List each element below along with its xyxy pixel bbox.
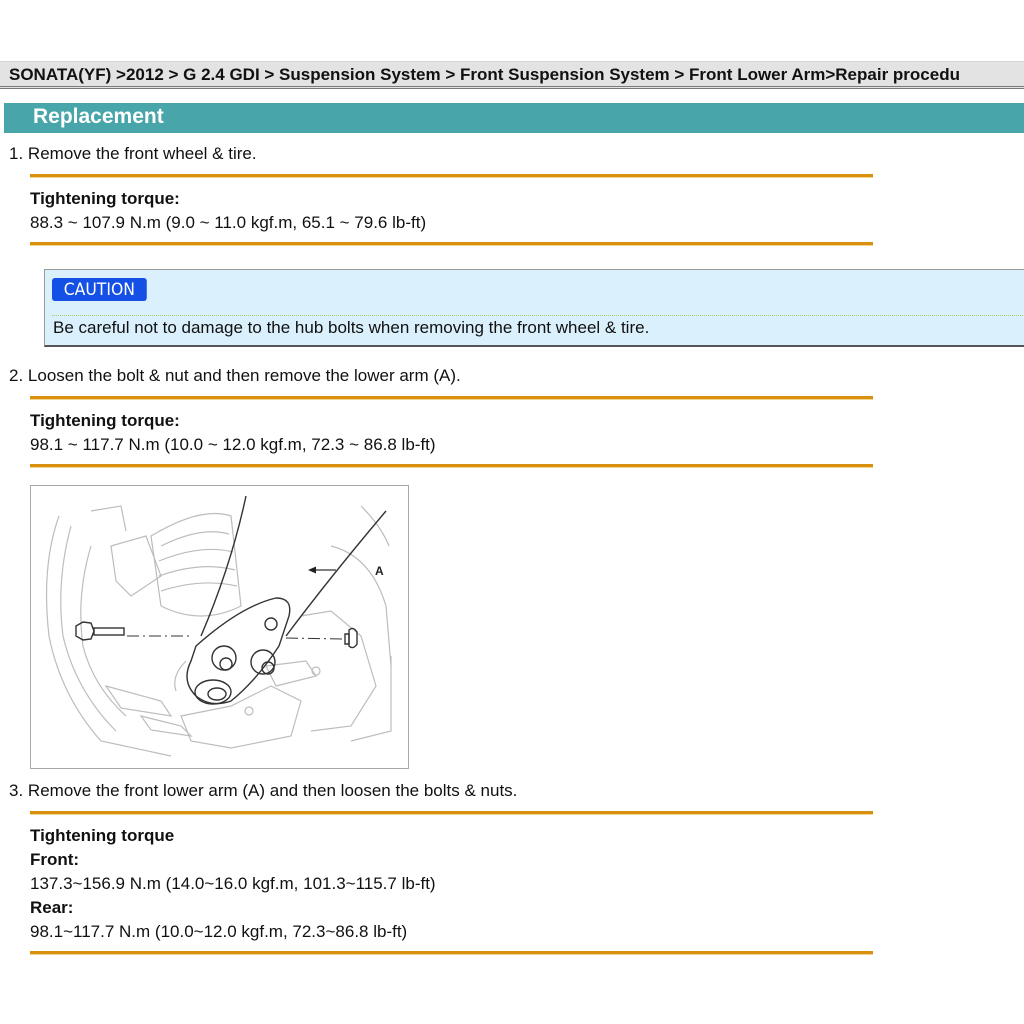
step-2 xyxy=(9,366,461,386)
step-1 xyxy=(9,144,257,164)
spec-rule-bottom xyxy=(30,242,873,245)
caution-box xyxy=(44,269,1024,347)
spec-rule-bottom xyxy=(30,464,873,467)
spec-rule-top xyxy=(30,174,873,177)
step-text: Remove the front lower arm (A) and then loosen the bolts & nuts. xyxy=(27,781,518,800)
torque-label: Tightening torque xyxy=(30,826,175,845)
section-title: Replacement xyxy=(33,105,164,128)
breadcrumb xyxy=(0,61,1024,89)
spec-rule-bottom xyxy=(30,951,873,954)
callout-arrow-icon xyxy=(308,567,316,574)
step-3 xyxy=(9,781,517,801)
torque-front-value: 137.3~156.9 N.m (14.0~16.0 kgf.m, 101.3~115.7 lb-ft) xyxy=(30,874,436,893)
torque-rear-label: Rear: xyxy=(30,898,74,917)
torque-spec-3 xyxy=(30,824,436,944)
spec-rule-top xyxy=(30,811,873,814)
torque-rear-value: 98.1~117.7 N.m (10.0~12.0 kgf.m, 72.3~86.8 lb-ft) xyxy=(30,922,408,941)
caution-divider xyxy=(52,315,1024,316)
step-number: 1. xyxy=(9,144,24,163)
torque-value: 88.3 ~ 107.9 N.m (9.0 ~ 11.0 kgf.m, 65.1 ~ 79.6 lb-ft) xyxy=(30,213,427,232)
torque-spec-1 xyxy=(30,187,426,235)
torque-value: 98.1 ~ 117.7 N.m (10.0 ~ 12.0 kgf.m, 72.3 ~ 86.8 lb-ft) xyxy=(30,435,436,454)
lower-arm-diagram xyxy=(30,485,409,769)
torque-spec-2 xyxy=(30,409,436,457)
section-header xyxy=(4,103,1024,133)
callout-label-a: A xyxy=(375,564,384,578)
torque-front-label: Front: xyxy=(30,850,80,869)
step-number: 2. xyxy=(9,366,24,385)
caution-text: Be careful not to damage to the hub bolts when removing the front wheel & tire. xyxy=(53,318,650,337)
step-text: Loosen the bolt & nut and then remove the lower arm (A). xyxy=(27,366,461,385)
torque-label: Tightening torque: xyxy=(30,411,180,430)
spec-rule-top xyxy=(30,396,873,399)
step-number: 3. xyxy=(9,781,24,800)
torque-label: Tightening torque: xyxy=(30,189,180,208)
step-text: Remove the front wheel & tire. xyxy=(27,144,257,163)
caution-badge: CAUTION xyxy=(52,278,147,301)
lower-arm-illustration xyxy=(31,486,409,769)
breadcrumb-text: SONATA(YF) >2012 > G 2.4 GDI > Suspension System > Front Suspension System > Front Lower Arm>Repair procedu xyxy=(9,65,960,84)
